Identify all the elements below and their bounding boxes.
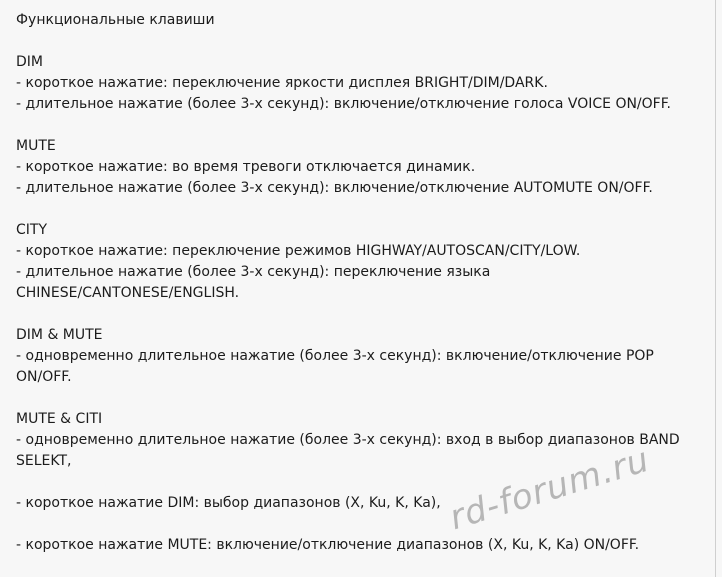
section-heading-mute: MUTE xyxy=(16,138,56,154)
section-mute-citi-line-3: - короткое нажатие MUTE: включение/отключение диапазонов (X, Ku, K, Ka) ON/OFF. xyxy=(16,537,640,553)
section-city xyxy=(16,220,711,304)
section-dim-line-1: - короткое нажатие: переключение яркости дисплея BRIGHT/DIM/DARK. xyxy=(16,75,548,91)
section-dim-line-2: - длительное нажатие (более 3-х секунд): включение/отключение голоса VOICE ON/OFF. xyxy=(16,96,671,112)
section-mute-line-2: - длительное нажатие (более 3-х секунд): включение/отключение AUTOMUTE ON/OFF. xyxy=(16,180,653,196)
forum-watermark: rd-forum.ru xyxy=(445,439,655,539)
section-dim xyxy=(16,52,711,115)
section-heading-dim: DIM xyxy=(16,54,43,70)
section-mute-citi-line-2: - короткое нажатие DIM: выбор диапазонов (X, Ku, K, Ka), xyxy=(16,495,441,511)
section-heading-mute-citi: MUTE & CITI xyxy=(16,411,103,427)
section-mute-citi-spacer-2 xyxy=(16,514,711,535)
document-title: Функциональные клавиши xyxy=(16,12,215,28)
section-mute-line-1: - короткое нажатие: во время тревоги отключается динамик. xyxy=(16,159,476,175)
section-dim-mute xyxy=(16,325,711,388)
section-dim-mute-line-1: - одновременно длительное нажатие (более 3-х секунд): включение/отключение POP ON/OFF. xyxy=(16,348,654,385)
section-mute xyxy=(16,136,711,199)
section-city-line-2: - длительное нажатие (более 3-х секунд): переключение языка CHINESE/CANTONESE/ENGLISH. xyxy=(16,264,491,301)
section-mute-citi-line-1: - одновременно длительное нажатие (более 3-х секунд): вход в выбор диапазонов BAND SELEKT, xyxy=(16,432,680,469)
section-city-line-1: - короткое нажатие: переключение режимов HIGHWAY/AUTOSCAN/CITY/LOW. xyxy=(16,243,581,259)
section-heading-dim-mute: DIM & MUTE xyxy=(16,327,103,343)
section-heading-city: CITY xyxy=(16,222,48,238)
